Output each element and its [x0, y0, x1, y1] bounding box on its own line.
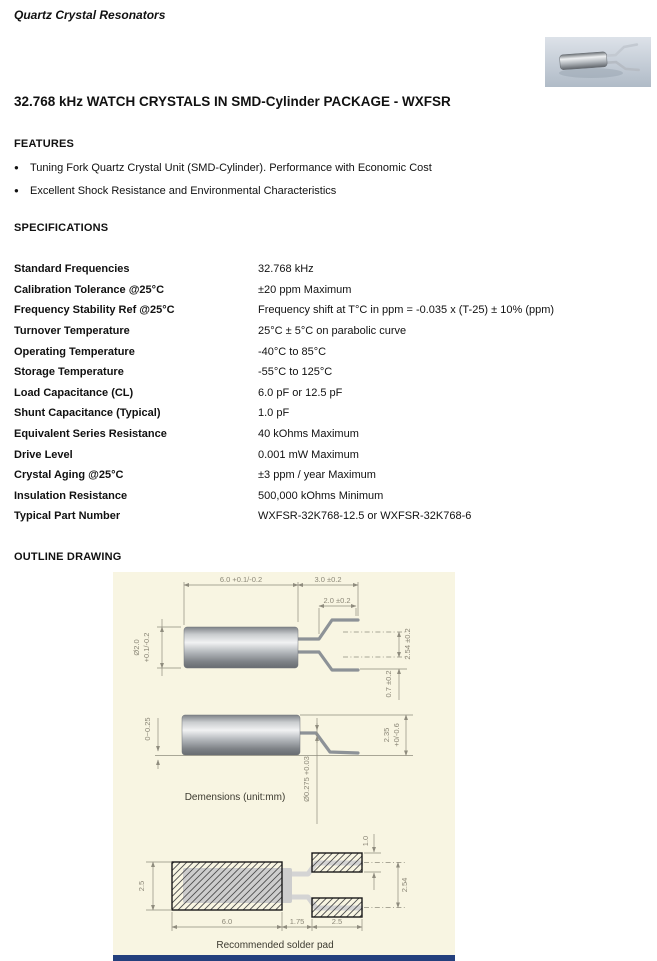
features-heading: FEATURES — [14, 138, 75, 150]
svg-text:1.0: 1.0 — [361, 835, 370, 847]
dim-lead-length — [298, 575, 358, 585]
spec-row — [14, 341, 644, 362]
page-title: 32.768 kHz WATCH CRYSTALS IN SMD-Cylinder PACKAGE - WXFSR — [14, 94, 451, 109]
spec-label: Storage Temperature — [14, 366, 124, 379]
document-header: Quartz Crystal Resonators — [14, 8, 166, 22]
top-view-cylinder-body — [184, 627, 298, 668]
svg-text:+0/-0.6: +0/-0.6 — [392, 723, 401, 747]
spec-value: 32.768 kHz — [258, 263, 314, 276]
dim-pad-gap: 1.75 — [289, 917, 305, 926]
spec-row — [14, 259, 644, 280]
spec-value: 0.001 mW Maximum — [258, 448, 359, 461]
spec-label: Insulation Resistance — [14, 489, 128, 502]
bullet-icon — [14, 164, 30, 172]
dim-pad-pitch — [364, 863, 409, 908]
spec-row — [14, 424, 644, 445]
spec-row — [14, 444, 644, 465]
spec-row — [14, 403, 644, 424]
dim-pad-length: 2.5 — [331, 917, 343, 926]
feature-item — [14, 179, 614, 202]
crystal-photo-graphic — [545, 37, 651, 87]
feature-text: Excellent Shock Resistance and Environmental Characteristics — [30, 184, 337, 197]
spec-row — [14, 486, 644, 507]
dim-lead-pitch — [343, 628, 412, 659]
svg-text:2.54: 2.54 — [400, 877, 409, 893]
spec-value: ±3 ppm / year Maximum — [258, 469, 376, 482]
top-view-lead-lower — [298, 652, 358, 670]
dim-pad-width — [137, 862, 172, 910]
spec-row — [14, 300, 644, 321]
side-view — [143, 715, 413, 824]
svg-text:6.0 +0.1/-0.2: 6.0 +0.1/-0.2 — [219, 575, 263, 584]
top-view-lead-upper — [298, 620, 358, 639]
spec-value: ±20 ppm Maximum — [258, 283, 352, 296]
solder-pad-caption: Recommended solder pad — [216, 940, 334, 951]
spec-label: Equivalent Series Resistance — [14, 428, 167, 441]
feature-item — [14, 156, 614, 179]
svg-text:2.5: 2.5 — [137, 880, 146, 892]
spec-value: 6.0 pF or 12.5 pF — [258, 386, 343, 399]
svg-text:2.35: 2.35 — [382, 727, 391, 743]
spec-value: -55°C to 125°C — [258, 366, 333, 379]
spec-value: 25°C ± 5°C on parabolic curve — [258, 325, 407, 338]
spec-value: -40°C to 85°C — [258, 345, 327, 358]
spec-row — [14, 383, 644, 404]
spec-row — [14, 362, 644, 383]
bullet-icon — [14, 187, 30, 195]
dimensions-caption: Demensions (unit:mm) — [184, 792, 286, 803]
svg-text:3.0 ±0.2: 3.0 ±0.2 — [314, 575, 342, 584]
spec-value: 1.0 pF — [258, 407, 290, 420]
spec-table — [14, 259, 644, 527]
svg-text:Ø2.0: Ø2.0 — [132, 639, 141, 656]
dim-lead-offset — [360, 669, 407, 700]
footer-bar — [113, 955, 455, 961]
outline-drawing-heading: OUTLINE DRAWING — [14, 551, 122, 563]
outline-drawing — [113, 572, 455, 961]
spec-label: Frequency Stability Ref @25°C — [14, 304, 175, 317]
dim-pad-height — [361, 834, 381, 890]
side-view-cylinder-body — [182, 715, 300, 755]
svg-text:0~0.25: 0~0.25 — [143, 717, 152, 741]
svg-text:2.0 ±0.2: 2.0 ±0.2 — [323, 596, 351, 605]
spec-label: Shunt Capacitance (Typical) — [14, 407, 161, 420]
spec-value: Frequency shift at T°C in ppm = -0.035 x (T-25) ± 10% (ppm) — [258, 304, 555, 317]
spec-row — [14, 280, 644, 301]
spec-value: 40 kOhms Maximum — [258, 428, 359, 441]
solder-pad-view — [137, 834, 409, 951]
svg-text:Ø0.275 +0.03: Ø0.275 +0.03 — [302, 756, 311, 802]
side-view-lead — [300, 733, 358, 753]
dim-body-pad-length: 6.0 — [221, 917, 233, 926]
svg-text:2.54 ±0.2: 2.54 ±0.2 — [403, 628, 412, 660]
specifications-heading: SPECIFICATIONS — [14, 222, 109, 234]
lead-solder-pad-upper — [312, 853, 362, 872]
spec-label: Operating Temperature — [14, 345, 135, 358]
svg-text:+0.1/-0.2: +0.1/-0.2 — [142, 632, 151, 663]
spec-value: WXFSR-32K768-12.5 or WXFSR-32K768-6 — [258, 510, 472, 523]
product-photo — [545, 37, 651, 87]
features-list — [14, 156, 614, 202]
spec-label: Typical Part Number — [14, 510, 121, 523]
spec-label: Drive Level — [14, 448, 73, 461]
body-solder-pad — [172, 862, 282, 910]
spec-label: Calibration Tolerance @25°C — [14, 283, 165, 296]
spec-value: 500,000 kOhms Minimum — [258, 489, 384, 502]
spec-label: Standard Frequencies — [14, 263, 130, 276]
spec-row — [14, 321, 644, 342]
spec-label: Load Capacitance (CL) — [14, 386, 134, 399]
dim-diameter — [132, 619, 181, 676]
dim-standoff — [143, 717, 158, 769]
spec-row — [14, 465, 644, 486]
spec-label: Turnover Temperature — [14, 325, 130, 338]
lead-solder-pad-lower — [312, 898, 362, 917]
spec-row — [14, 506, 644, 527]
photo-cylinder-body — [559, 52, 607, 70]
top-view — [132, 575, 412, 700]
outline-drawing-graphic — [113, 572, 455, 955]
svg-text:0.7 ±0.2: 0.7 ±0.2 — [384, 670, 393, 698]
spec-label: Crystal Aging @25°C — [14, 469, 124, 482]
feature-text: Tuning Fork Quartz Crystal Unit (SMD-Cylinder). Performance with Economic Cost — [30, 161, 432, 174]
